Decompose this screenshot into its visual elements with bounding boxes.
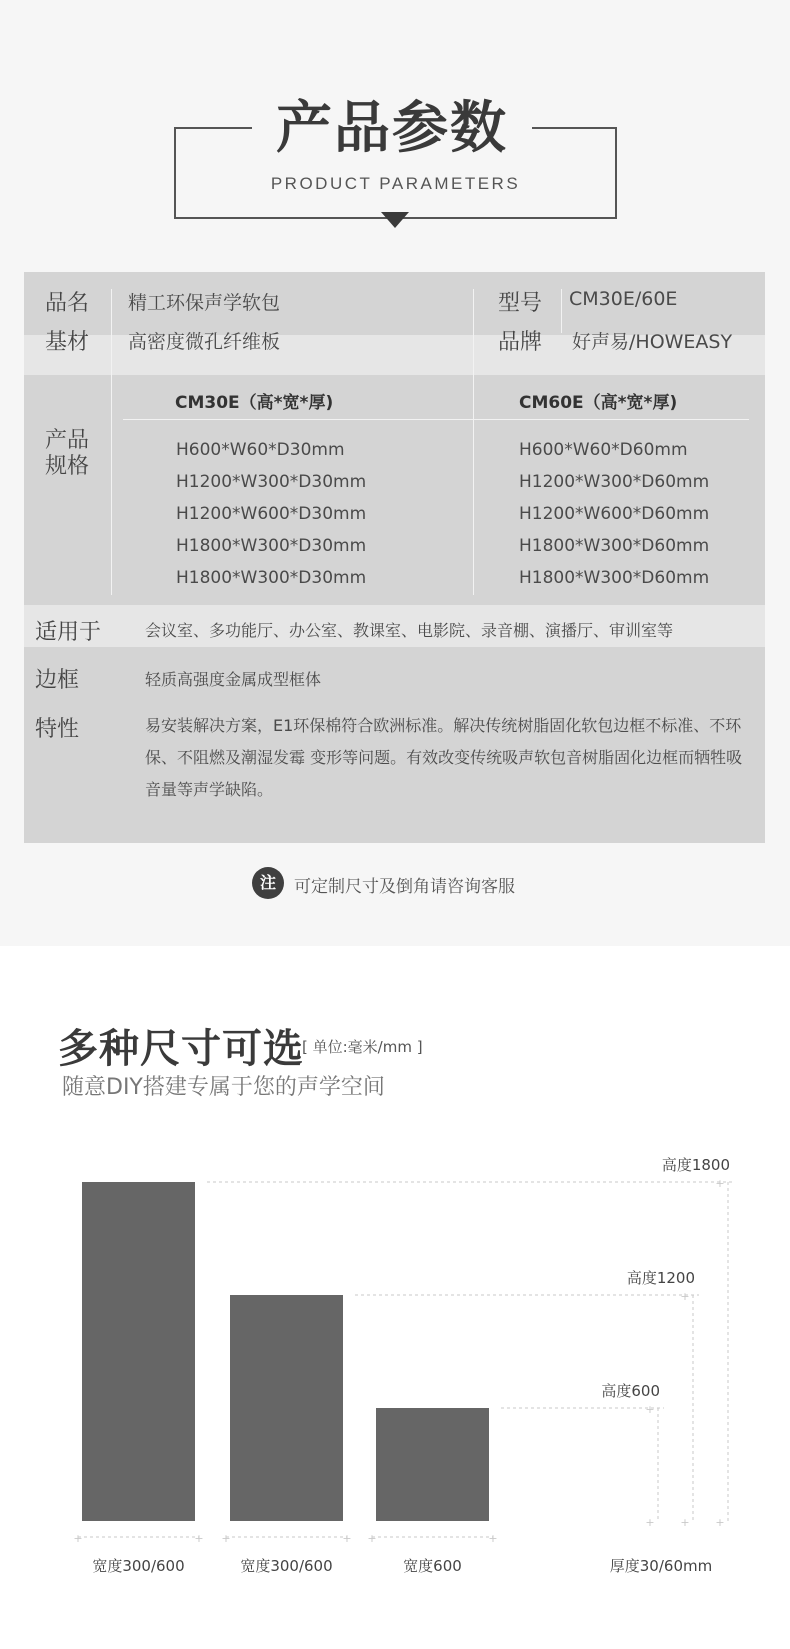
brand-label: 品牌 — [498, 330, 543, 355]
bar-value-label: 高度600 — [601, 1382, 660, 1400]
size-section-subtitle: 随意DIY搭建专属于您的声学空间 — [62, 1075, 385, 1100]
list-item: H600*W60*D60mm — [519, 440, 688, 460]
spec-label: 产品 规格 — [45, 428, 90, 479]
tick-mark-icon: + — [194, 1532, 204, 1545]
list-item: H1200*W600*D60mm — [519, 504, 710, 524]
cm30e-header: CM30E（高*宽*厚) — [175, 393, 334, 413]
size-options-section — [0, 946, 790, 1649]
chart-bar — [376, 1408, 489, 1521]
section-subtitle: PRODUCT PARAMETERS — [270, 174, 521, 193]
list-item: H1800*W300*D60mm — [519, 568, 710, 588]
tick-mark-icon: + — [488, 1532, 498, 1545]
product-name-value: 精工环保声学软包 — [128, 292, 281, 314]
table-divider — [123, 419, 749, 420]
chart-bar — [82, 1182, 195, 1521]
tick-mark-icon: + — [680, 1290, 690, 1303]
tick-mark-icon: + — [715, 1177, 725, 1190]
spec-table — [24, 272, 765, 843]
list-item: H1800*W300*D30mm — [176, 536, 367, 556]
list-item: H1200*W600*D30mm — [176, 504, 367, 524]
section-title: 产品参数 — [276, 96, 508, 161]
thickness-label: 厚度30/60mm — [609, 1557, 713, 1575]
list-item: H1200*W300*D60mm — [519, 472, 710, 492]
down-arrow-icon — [381, 212, 409, 228]
tick-mark-icon: + — [367, 1532, 377, 1545]
cm30e-size-list — [176, 434, 366, 594]
product-name-label: 品名 — [45, 291, 90, 316]
chart-bar — [230, 1295, 343, 1521]
list-item: H1800*W300*D60mm — [519, 536, 710, 556]
application-value: 会议室、多功能厅、办公室、教课室、电影院、录音棚、演播厅、审训室等 — [145, 621, 674, 640]
tick-mark-icon: + — [342, 1532, 352, 1545]
frame-label: 边框 — [35, 668, 80, 693]
frame-value: 轻质高强度金属成型框体 — [145, 670, 322, 689]
feature-value: 易安装解决方案，E1环保棉符合欧洲标准。解决传统树脂固化软包边框不标准、不环保、不阻燃及潮湿发霉 变形等问题。有效改变传统吸声软包音树脂固化边框而牺牲吸音量等声学缺陷。 — [145, 716, 743, 799]
list-item: H1200*W300*D30mm — [176, 472, 367, 492]
tick-mark-icon: + — [715, 1516, 725, 1529]
cm60e-header: CM60E（高*宽*厚) — [519, 393, 678, 413]
title-frame-top-right — [532, 127, 617, 129]
note-text: 可定制尺寸及倒角请咨询客服 — [294, 877, 515, 897]
feature-label: 特性 — [35, 717, 80, 742]
category-label: 宽度300/600 — [92, 1557, 185, 1575]
category-label: 宽度600 — [403, 1557, 462, 1575]
base-material-value: 高密度微孔纤维板 — [128, 331, 281, 353]
table-divider — [111, 289, 112, 595]
size-chart — [0, 946, 790, 1649]
tick-mark-icon: + — [645, 1516, 655, 1529]
tick-mark-icon: + — [645, 1403, 655, 1416]
tick-mark-icon: + — [221, 1532, 231, 1545]
tick-mark-icon: + — [680, 1516, 690, 1529]
list-item: H600*W60*D30mm — [176, 440, 345, 460]
bar-value-label: 高度1200 — [626, 1269, 695, 1287]
bar-value-label: 高度1800 — [661, 1156, 730, 1174]
title-frame-top-left — [174, 127, 252, 129]
model-value: CM30E/60E — [569, 288, 678, 310]
category-label: 宽度300/600 — [240, 1557, 333, 1575]
size-section-title: 多种尺寸可选 — [58, 1026, 304, 1072]
brand-value: 好声易/HOWEASY — [572, 331, 733, 353]
table-divider — [473, 289, 474, 595]
table-divider — [561, 289, 562, 333]
tick-mark-icon: + — [73, 1532, 83, 1545]
cm60e-size-list — [519, 434, 709, 594]
base-material-label: 基材 — [45, 330, 90, 355]
model-label: 型号 — [498, 291, 543, 316]
unit-note: [ 单位:毫米/mm ] — [302, 1038, 423, 1056]
list-item: H1800*W300*D30mm — [176, 568, 367, 588]
note-badge: 注 — [252, 867, 284, 899]
application-label: 适用于 — [35, 620, 102, 645]
